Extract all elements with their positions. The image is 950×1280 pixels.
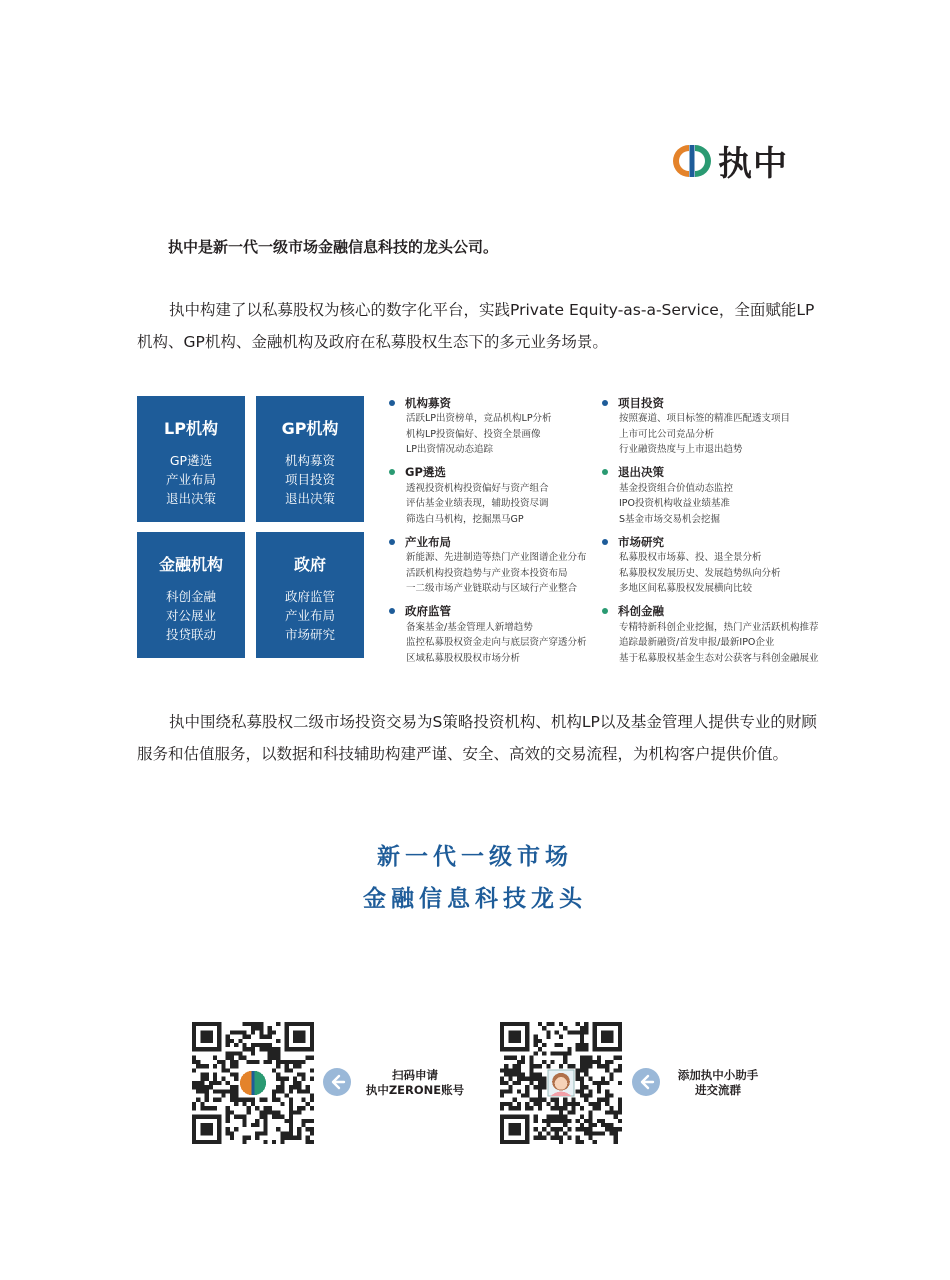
feature-industry-layout [390,533,630,597]
feature-title: 退出决策 [618,465,664,479]
box-item: 机构募资 [284,453,335,468]
caption-line: 添加执中小助手 [677,1068,759,1082]
feature-title: GP遴选 [405,465,446,479]
slogan-line-1: 新一代一级市场 [377,844,573,870]
box-item: GP遴选 [169,453,213,468]
box-item: 产业布局 [284,608,335,623]
box-financial [137,532,245,658]
feature-line: 机构LP投资偏好、投资全景画像 [406,428,541,440]
feature-line: 基于私募股权基金生态对公获客与科创金融展业 [619,652,819,664]
bullet-icon [389,608,395,614]
box-item: 项目投资 [284,472,335,487]
feature-line: 评估基金业绩表现，辅助投资尽调 [406,498,549,509]
feature-line: 上市可比公司竞品分析 [619,428,715,440]
feature-line: 一二级市场产业链联动与区域行产业整合 [406,583,578,594]
feature-exit-decision [603,464,843,528]
bullet-icon [389,400,395,406]
feature-title: 科创金融 [618,604,664,618]
feature-title: 项目投资 [618,395,664,410]
box-government [256,532,364,658]
logo-icon [672,141,712,181]
bullet-icon [602,469,608,475]
qr-code-assistant [500,1022,622,1144]
arrow-left-icon [323,1068,351,1096]
feature-fundraising [390,394,630,458]
bullet-icon [389,539,395,545]
feature-line: 活跃LP出资榜单，竞品机构LP分析 [406,413,552,424]
box-item: 投贷联动 [165,627,216,642]
qr-caption-assistant [668,1068,768,1098]
feature-gov-supervision [390,603,630,667]
feature-line: 多地区间私募股权发展横向比较 [619,583,753,594]
qr-caption-zerone [360,1068,470,1098]
feature-line: 按照赛道、项目标签的精准匹配透支项目 [619,413,791,424]
feature-line: 行业融资热度与上市退出趋势 [619,444,743,455]
brand-logo [672,136,788,185]
feature-title: 机构募资 [405,395,451,410]
feature-line: 筛选白马机构，挖掘黑马GP [406,513,524,525]
box-item: 科创金融 [165,589,216,604]
box-lp [137,396,245,522]
box-title: GP机构 [281,419,339,438]
feature-line: 监控私募股权资金走向与底层资产穿透分析 [406,637,587,648]
feature-line: 追踪最新融资/首发申报/最新IPO企业 [619,637,775,648]
qr-code-zerone [192,1022,314,1144]
feature-line: 私募股权市场募、投、退全景分析 [619,552,762,563]
feature-title: 政府监管 [405,604,451,618]
bullet-icon [389,469,395,475]
slogan-line-2: 金融信息科技龙头 [363,886,587,912]
feature-line: IPO投资机构收益业绩基准 [619,498,731,509]
qr-code-pattern [500,1022,622,1144]
box-title: 政府 [293,555,326,574]
box-item: 产业布局 [165,472,216,487]
feature-line: 新能源、先进制造等热门产业图谱企业分布 [406,552,587,563]
logo-icon [240,1071,266,1095]
avatar-icon [548,1070,574,1096]
feature-market-research [603,533,843,597]
feature-line: 专精特新科创企业挖掘，热门产业活跃机构推荐 [619,621,819,633]
box-item: 市场研究 [284,627,335,642]
caption-line: 进交流群 [695,1083,741,1097]
box-title: LP机构 [164,419,218,438]
feature-line: LP出资情况动态追踪 [406,444,494,455]
intro-paragraph: 执中构建了以私募股权为核心的数字化平台，实践Private Equity-as-a-Service，全面赋能LP机构、GP机构、金融机构及政府在私募股权生态下的多元业务场景。 [137,301,815,351]
arrow-left-icon [632,1068,660,1096]
feature-line: 基金投资组合价值动态监控 [619,482,734,494]
bullet-icon [602,608,608,614]
brand-name: 执中 [718,144,788,184]
feature-line: S基金市场交易机会挖掘 [619,513,721,525]
box-item: 对公展业 [165,608,216,623]
feature-line: 区域私募股权股权市场分析 [406,652,521,664]
features-left [390,394,630,672]
feature-title: 产业布局 [405,534,451,549]
headline: 执中是新一代一级市场金融信息科技的龙头公司。 [168,238,499,256]
feature-line: 私募股权发展历史、发展趋势纵向分析 [619,567,781,579]
qr-code-pattern [192,1022,314,1144]
bullet-icon [602,400,608,406]
feature-project-investment [603,394,843,458]
bullet-icon [602,539,608,545]
secondary-paragraph: 执中围绕私募股权二级市场投资交易为S策略投资机构、机构LP以及基金管理人提供专业的财顾服务和估值服务，以数据和科技辅助构建严谨、安全、高效的交易流程，为机构客户提供价值。 [137,713,817,763]
feature-gp-selection [390,464,630,528]
caption-line: 扫码申请 [392,1068,438,1082]
feature-title: 市场研究 [618,534,664,549]
box-title: 金融机构 [158,555,223,574]
features-right [603,394,843,672]
box-item: 政府监管 [284,589,335,604]
feature-line: 活跃机构投资趋势与产业资本投资布局 [406,567,568,579]
caption-line: 执中ZERONE账号 [365,1083,465,1097]
feature-line: 备案基金/基金管理人新增趋势 [406,621,533,633]
box-item: 退出决策 [284,491,335,506]
box-item: 退出决策 [165,491,216,506]
box-gp [256,396,364,522]
feature-line: 透视投资机构投资偏好与资产组合 [406,482,549,494]
feature-tech-finance [603,603,843,667]
